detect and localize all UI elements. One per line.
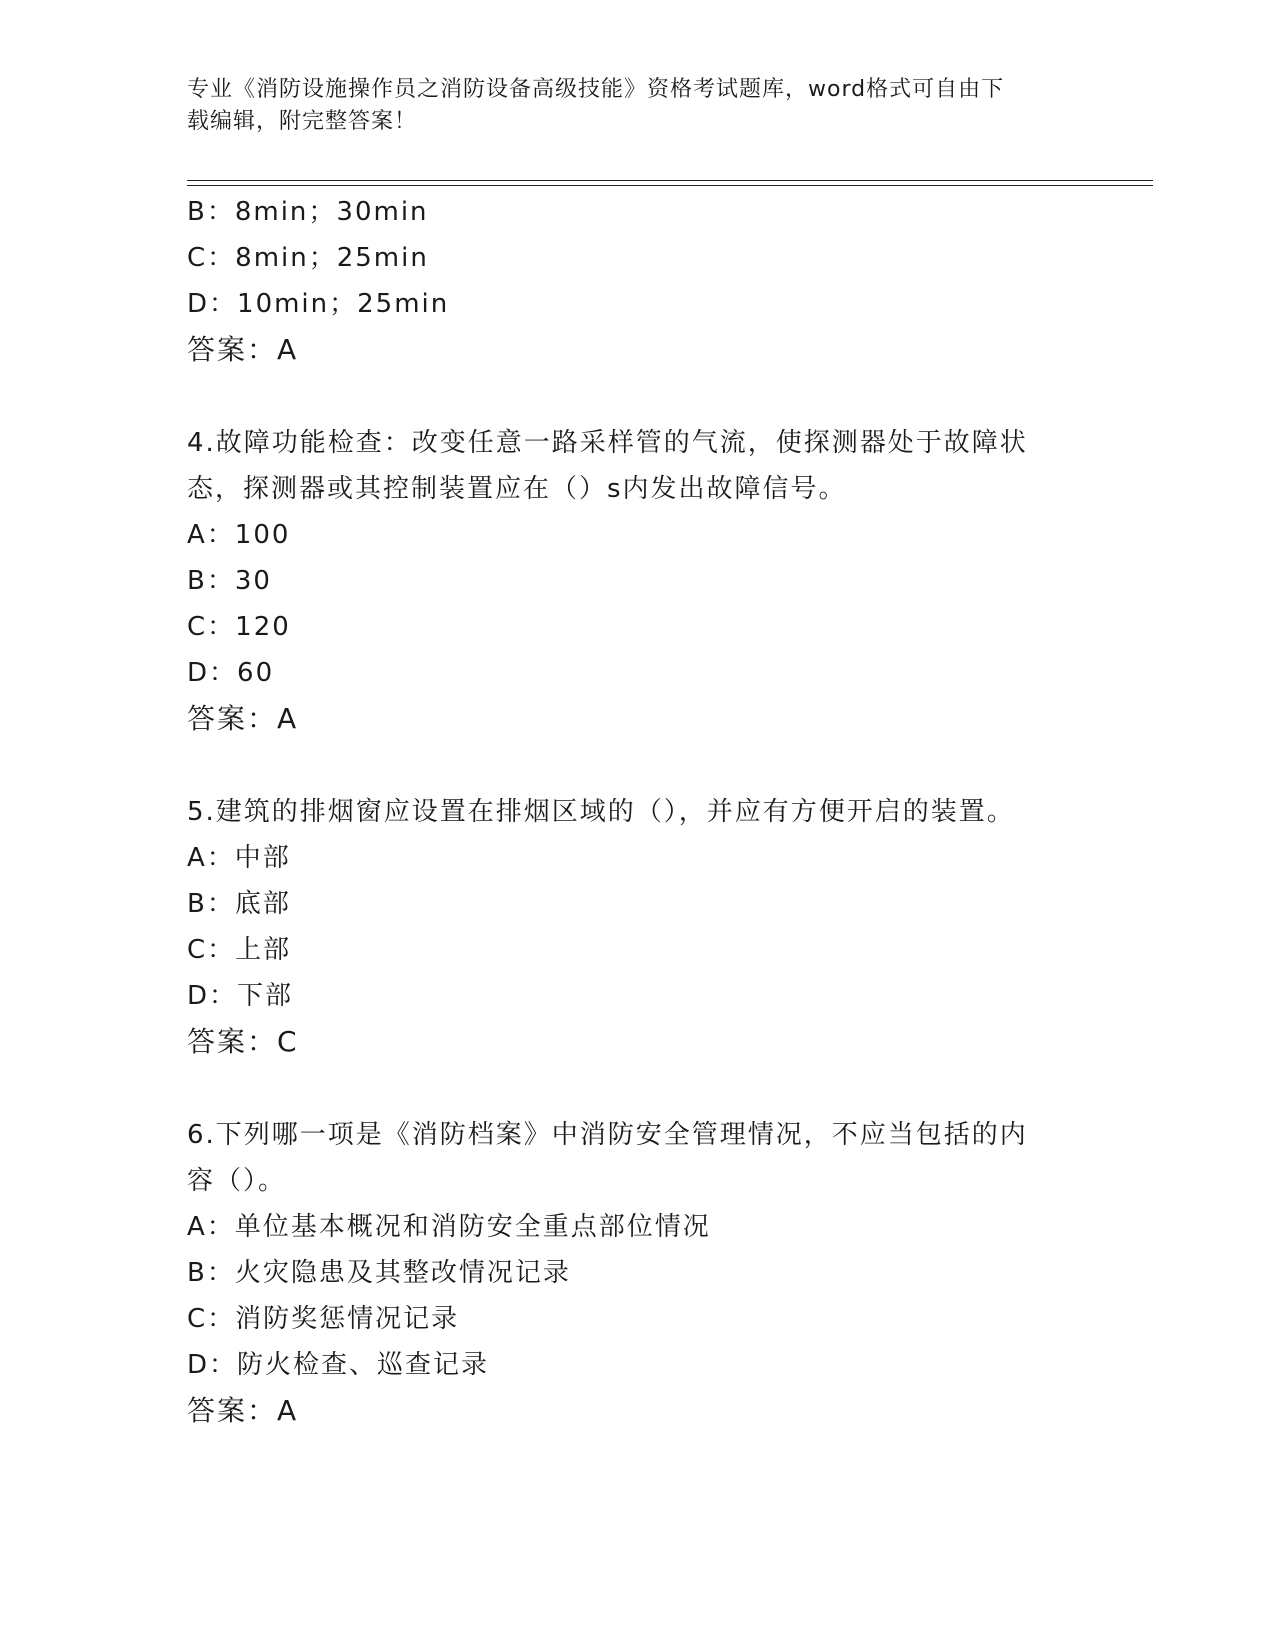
question-6 bbox=[187, 1112, 1087, 1434]
option-a: A：100 bbox=[187, 520, 291, 550]
header-line-1: 专业《消防设施操作员之消防设备高级技能》资格考试题库，word格式可自由下 bbox=[187, 77, 1005, 102]
header-divider-bottom bbox=[187, 185, 1153, 186]
header-line-2: 载编辑，附完整答案！ bbox=[187, 109, 418, 134]
question-text: 4.故障功能检查：改变任意一路采样管的气流，使探测器处于故障状 bbox=[187, 428, 1028, 458]
header-divider-top bbox=[187, 180, 1153, 181]
document-header bbox=[187, 74, 1077, 138]
option-b: B：8min；30min bbox=[187, 197, 429, 227]
option-b: B：30 bbox=[187, 566, 272, 596]
option-c: C：120 bbox=[187, 612, 291, 642]
question-text: 5.建筑的排烟窗应设置在排烟区域的（），并应有方便开启的装置。 bbox=[187, 797, 1015, 827]
option-b: B：火灾隐患及其整改情况记录 bbox=[187, 1258, 571, 1288]
option-d: D：防火检查、巡查记录 bbox=[187, 1350, 490, 1380]
question-4 bbox=[187, 420, 1087, 742]
option-a: A：单位基本概况和消防安全重点部位情况 bbox=[187, 1212, 711, 1242]
option-a: A：中部 bbox=[187, 843, 291, 873]
answer-line: 答案：A bbox=[187, 1394, 299, 1427]
option-d: D：10min；25min bbox=[187, 289, 450, 319]
prev-question-tail bbox=[187, 189, 1087, 373]
option-c: C：消防奖惩情况记录 bbox=[187, 1304, 460, 1334]
question-text: 态，探测器或其控制装置应在（）s内发出故障信号。 bbox=[187, 474, 847, 504]
option-c: C：8min；25min bbox=[187, 243, 429, 273]
answer-line: 答案：A bbox=[187, 333, 299, 366]
option-b: B：底部 bbox=[187, 889, 291, 919]
question-5 bbox=[187, 789, 1087, 1065]
answer-line: 答案：C bbox=[187, 1025, 299, 1058]
option-d: D：60 bbox=[187, 658, 275, 688]
question-text: 容（）。 bbox=[187, 1166, 287, 1196]
question-text: 6.下列哪一项是《消防档案》中消防安全管理情况，不应当包括的内 bbox=[187, 1120, 1028, 1150]
answer-line: 答案：A bbox=[187, 702, 299, 735]
question-list bbox=[187, 189, 1087, 1434]
option-c: C：上部 bbox=[187, 935, 292, 965]
option-d: D：下部 bbox=[187, 981, 294, 1011]
